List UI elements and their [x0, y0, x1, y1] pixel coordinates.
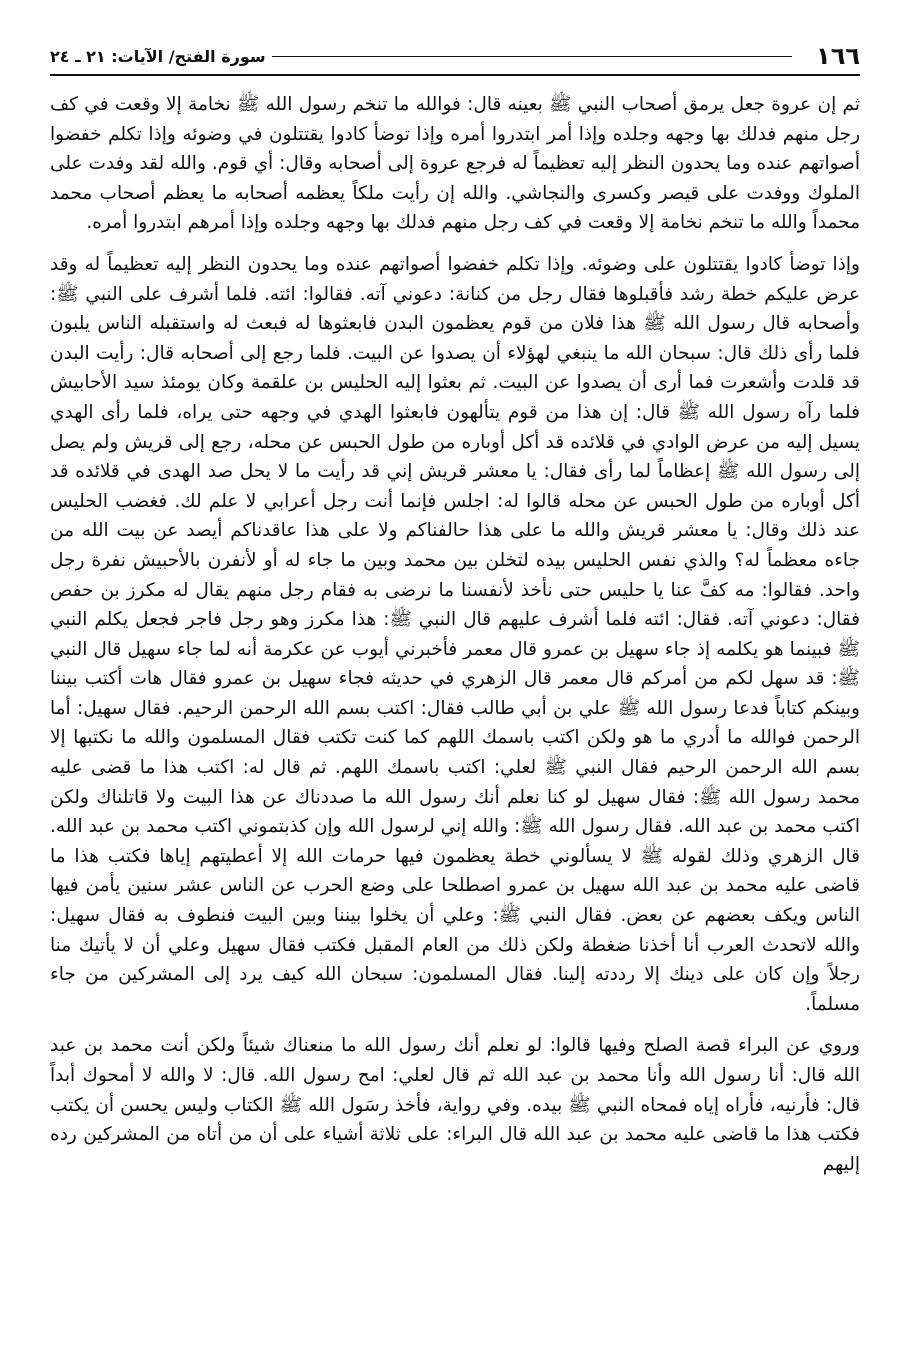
header-rule [272, 56, 792, 57]
body-text [50, 90, 860, 1179]
paragraph-3: وروي عن البراء قصة الصلح وفيها قالوا: لو نعلم أنك رسول الله ما منعناك شيئاً ولكن أنت محمد بن عبد الله قال: أنا رسول الله وأنا محمد بن عبد الله ثم قال لعلي: امح رسول الله. قال: لا والله لا أمحوك أبداً قال: فأرنيه، فأراه إياه فمحاه النبي ﷺ بيده. وفي رواية، فأخذ رسَول الله ﷺ الكتاب وليس يحسن أن يكتب فكتب هذا ما قاضى عليه محمد بن عبد الله قال البراء: على ثلاثة أشياء على أن من أتاه من المشركين رده إليهم [50, 1035, 860, 1175]
page-number: ١٦٦ [816, 42, 860, 70]
paragraph-2: وإذا توضأ كادوا يقتتلون على وضوئه. وإذا تكلم خفضوا أصواتهم عنده وما يحدون النظر إليه تعظيماً له وقد عرض عليكم خطة رشد فأقبلوها فقال رجل من كنانة: دعوني آته. فقالوا: ائته. فلما أشرف على النبي ﷺ: وأصحابه قال رسول الله ﷺ هذا فلان من قوم يعظمون البدن فابعثوها له فبعث له واستقبله الناس يلبون فلما رأى ذلك قال: سبحان الله ما ينبغي لهؤلاء أن يصدوا عن البيت. فلما رجع إلى أصحابه قال: رأيت البدن قد قلدت وأشعرت فما أرى أن يصدوا عن البيت. ثم بعثوا إليه الحليس بن علقمة وكان يومئذ سيد الأحابيش فلما رآه رسول الله ﷺ قال: إن هذا من قوم يتألهون فابعثوا الهدي في وجهه حتى يراه، فلما رأى الهدي يسيل إليه من عرض الوادي في قلائده قد أكل أوباره من طول الحبس عن محله، رجع إلى قريش ولم يصل إلى رسول الله ﷺ إعظاماً لما رأى فقال: يا معشر قريش إني قد رأيت ما لا يحل صد الهدى في قلائده قد أكل أوباره من طول الحبس عن محله قالوا له: اجلس فإنما أنت رجل أعرابي لا علم لك. فغضب الحليس عند ذلك وقال: يا معشر قريش والله ما على هذا حالفناكم ولا على هذا عاقدناكم أيصد عن بيت الله من جاءه معظماً له؟ والذي نفس الحليس بيده لتخلن بين محمد وبين ما جاء له أو لأنفرن بالأحبيش نفرة رجل واحد. فقالوا: مه كفَّ عنا يا حليس حتى نأخذ لأنفسنا ما نرضى به فقام رجل منهم يقال له مكرز بن حفص فقال: دعوني آته. فقال: ائته فلما أشرف عليهم قال النبي ﷺ: هذا مكرز وهو رجل فاجر فجعل يكلم النبي ﷺ فبينما هو يكلمه إذ جاء سهيل بن عمرو قال معمر فأخبرني أيوب عن عكرمة أنه لما جاء سهيل قال النبي ﷺ: قد سهل لكم من أمركم قال معمر قال الزهري في حديثه فجاء سهيل بن عمرو فقال هات أكتب بيننا وبينكم كتاباً فدعا رسول الله ﷺ علي بن أبي طالب فقال: اكتب بسم الله الرحمن الرحيم. فقال سهيل: أما الرحمن فوالله ما أدري ما هو ولكن اكتب باسمك اللهم كما كنت تكتب فقال المسلمون والله ما نكتبها إلا بسم الله الرحمن الرحيم فقال النبي ﷺ لعلي: اكتب باسمك اللهم. ثم قال له: اكتب هذا ما قضى عليه محمد رسول الله ﷺ: فقال سهيل لو كنا نعلم أنك رسول الله ما صددناك عن هذا البيت ولا قاتلناك ولكن اكتب محمد بن عبد الله. فقال رسول الله ﷺ: والله إني لرسول الله وإن كذبتموني اكتب محمد بن عبد الله. قال الزهري وذلك لقوله ﷺ لا يسألوني خطة يعظمون فيها حرمات الله إلا أعطيتهم إياها فكتب هذا ما قاضى عليه محمد بن عبد الله سهيل بن عمرو اصطلحا على وضع الحرب عن الناس عشر سنين يأمن فيها الناس ويكف بعضهم عن بعض. فقال النبي ﷺ: وعلي أن يخلوا بيننا وبين البيت فنطوف به فقال سهيل: والله لاتحدث العرب أنا أخذنا ضغطة ولكن ذلك من العام المقبل فكتب فقال سهيل وعلي أن لا يأتيك منا رجلاً وإن كان على دينك إلا رددته إلينا. فقال المسلمون: سبحان الله كيف يرد إلى المشركين من جاء مسلماً. [50, 253, 860, 1015]
paragraph-1: ثم إن عروة جعل يرمق أصحاب النبي ﷺ بعينه قال: فوالله ما تنخم رسول الله ﷺ نخامة إلا وقعت في كف رجل منهم فدلك بها وجهه وجلده وإذا أمر ابتدروا أمره وإذا توضأ كادوا يقتتلون في وضوئه وإذا تكلم خفضوا أصواتهم عنده وما يحدون النظر إليه تعظيماً له فرجع عروة إلى أصحابه وقال: أي قوم. والله لقد وفدت على الملوك ووفدت على قيصر وكسرى والنجاشي. والله إن رأيت ملكاً يعظمه أصحابه ما يعظم أصحاب محمد محمداً والله ما تنخم نخامة إلا وقعت في كف رجل منهم فدلك بها وجهه وجلده وإذا أمرهم ابتدروا أمره. [50, 94, 860, 234]
running-title: سورة الفتح/ الآيات: ٢١ ـ ٢٤ [50, 46, 266, 66]
page-header [50, 38, 860, 76]
